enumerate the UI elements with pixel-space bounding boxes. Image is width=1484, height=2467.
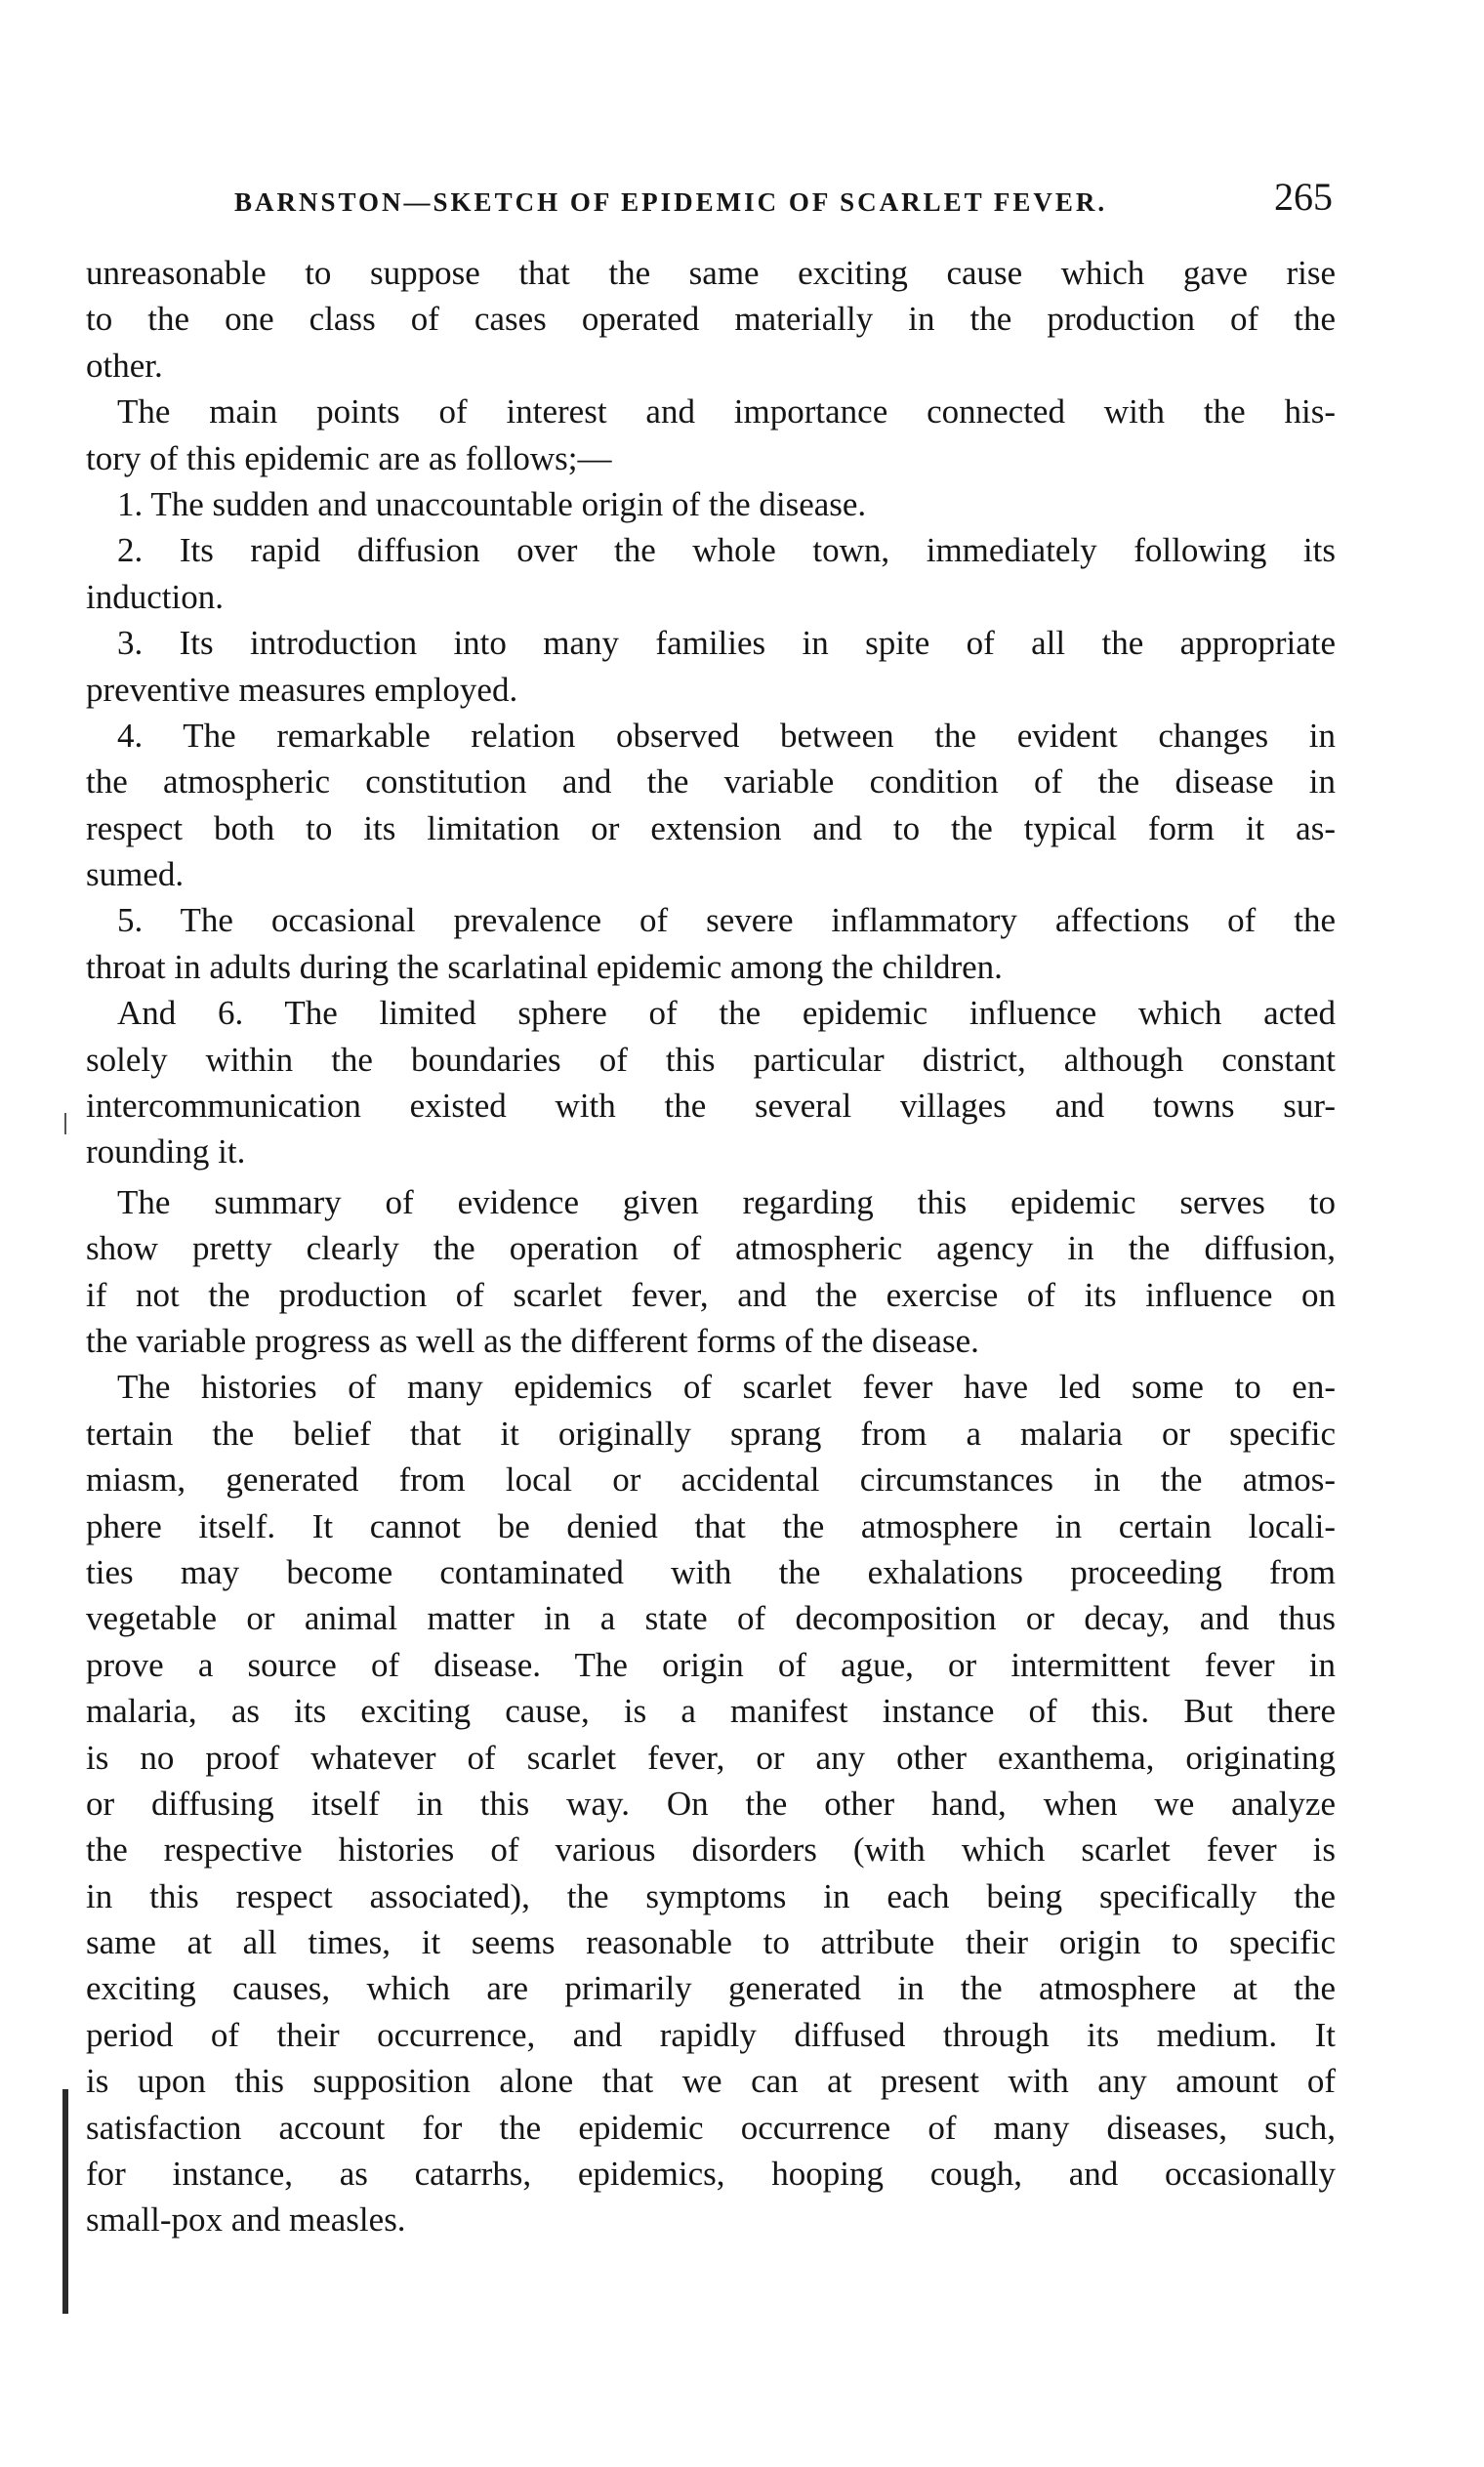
- margin-rule: [62, 2089, 68, 2314]
- text-line: throat in adults during the scarlatinal epidemic among the children.: [86, 947, 1003, 986]
- text-line: The main points of interest and importance connected with the his-: [117, 392, 1336, 432]
- list-item: 3. Its introduction into many families in spite of all the appropriate: [117, 624, 1336, 663]
- page-number: 265: [1274, 175, 1333, 219]
- text-line: The summary of evidence given regarding this epidemic serves to: [117, 1182, 1336, 1221]
- text-line: satisfaction account for the epidemic occurrence of many diseases, such,: [86, 2108, 1336, 2147]
- text-line: intercommunication existed with the several villages and towns sur-: [86, 1087, 1336, 1126]
- text-line: solely within the boundaries of this particular district, although constant: [86, 1040, 1336, 1079]
- text-line: miasm, generated from local or accidental circumstances in the atmos-: [86, 1460, 1336, 1500]
- text-line: rounding it.: [86, 1132, 246, 1172]
- text-line: The histories of many epidemics of scarlet fever have led some to en-: [117, 1368, 1336, 1407]
- body-text: [86, 250, 1336, 2243]
- text-line: sumed.: [86, 855, 185, 894]
- text-line: the respective histories of various disorders (with which scarlet fever is: [86, 1830, 1336, 1870]
- text-line: malaria, as its exciting cause, is a manifest instance of this. But there: [86, 1692, 1336, 1731]
- text-line: vegetable or animal matter in a state of decomposition or decay, and thus: [86, 1599, 1336, 1638]
- text-line: tertain the belief that it originally sprang from a malaria or specific: [86, 1414, 1336, 1453]
- list-item: 1. The sudden and unaccountable origin of the disease.: [117, 484, 867, 523]
- text-line: induction.: [86, 577, 224, 616]
- text-line: preventive measures employed.: [86, 670, 518, 709]
- text-line: other.: [86, 346, 163, 385]
- text-line: phere itself. It cannot be denied that the atmosphere in certain locali-: [86, 1506, 1336, 1545]
- text-line: is upon this supposition alone that we can at present with any amount of: [86, 2062, 1336, 2101]
- text-line: the atmospheric constitution and the variable condition of the disease in: [86, 762, 1336, 802]
- list-item: 2. Its rapid diffusion over the whole town, immediately following its: [117, 531, 1336, 570]
- list-item: 4. The remarkable relation observed between the evident changes in: [117, 716, 1336, 755]
- text-line: or diffusing itself in this way. On the other hand, when we analyze: [86, 1784, 1336, 1823]
- text-line: exciting causes, which are primarily generated in the atmosphere at the: [86, 1969, 1336, 2008]
- text-line: if not the production of scarlet fever, and the exercise of its influence on: [86, 1275, 1336, 1314]
- text-line: show pretty clearly the operation of atmospheric agency in the diffusion,: [86, 1229, 1336, 1268]
- page-header: [88, 174, 1333, 223]
- text-line: small-pox and measles.: [86, 2200, 406, 2240]
- scan-mark: [64, 1113, 66, 1134]
- text-line: in this respect associated), the symptoms in each being specifically the: [86, 1876, 1336, 1915]
- text-line: is no proof whatever of scarlet fever, or any other exanthema, originating: [86, 1738, 1336, 1777]
- text-line: same at all times, it seems reasonable to attribute their origin to specific: [86, 1923, 1336, 1962]
- text-line: tory of this epidemic are as follows;—: [86, 438, 612, 477]
- text-line: the variable progress as well as the different forms of the disease.: [86, 1321, 979, 1360]
- text-line: to the one class of cases operated materially in the production of the: [86, 300, 1336, 339]
- list-item: 5. The occasional prevalence of severe inflammatory affections of the: [117, 901, 1336, 940]
- running-title: BARNSTON—SKETCH OF EPIDEMIC OF SCARLET FEVER.: [234, 187, 1108, 217]
- text-line: ties may become contaminated with the exhalations proceeding from: [86, 1552, 1336, 1591]
- list-item: And 6. The limited sphere of the epidemic influence which acted: [117, 994, 1336, 1033]
- text-line: unreasonable to suppose that the same exciting cause which gave rise: [86, 254, 1336, 292]
- text-line: prove a source of disease. The origin of ague, or intermittent fever in: [86, 1645, 1336, 1684]
- text-line: respect both to its limitation or extension and to the typical form it as-: [86, 808, 1336, 847]
- text-line: period of their occurrence, and rapidly diffused through its medium. It: [86, 2015, 1336, 2054]
- text-line: for instance, as catarrhs, epidemics, hooping cough, and occasionally: [86, 2155, 1336, 2194]
